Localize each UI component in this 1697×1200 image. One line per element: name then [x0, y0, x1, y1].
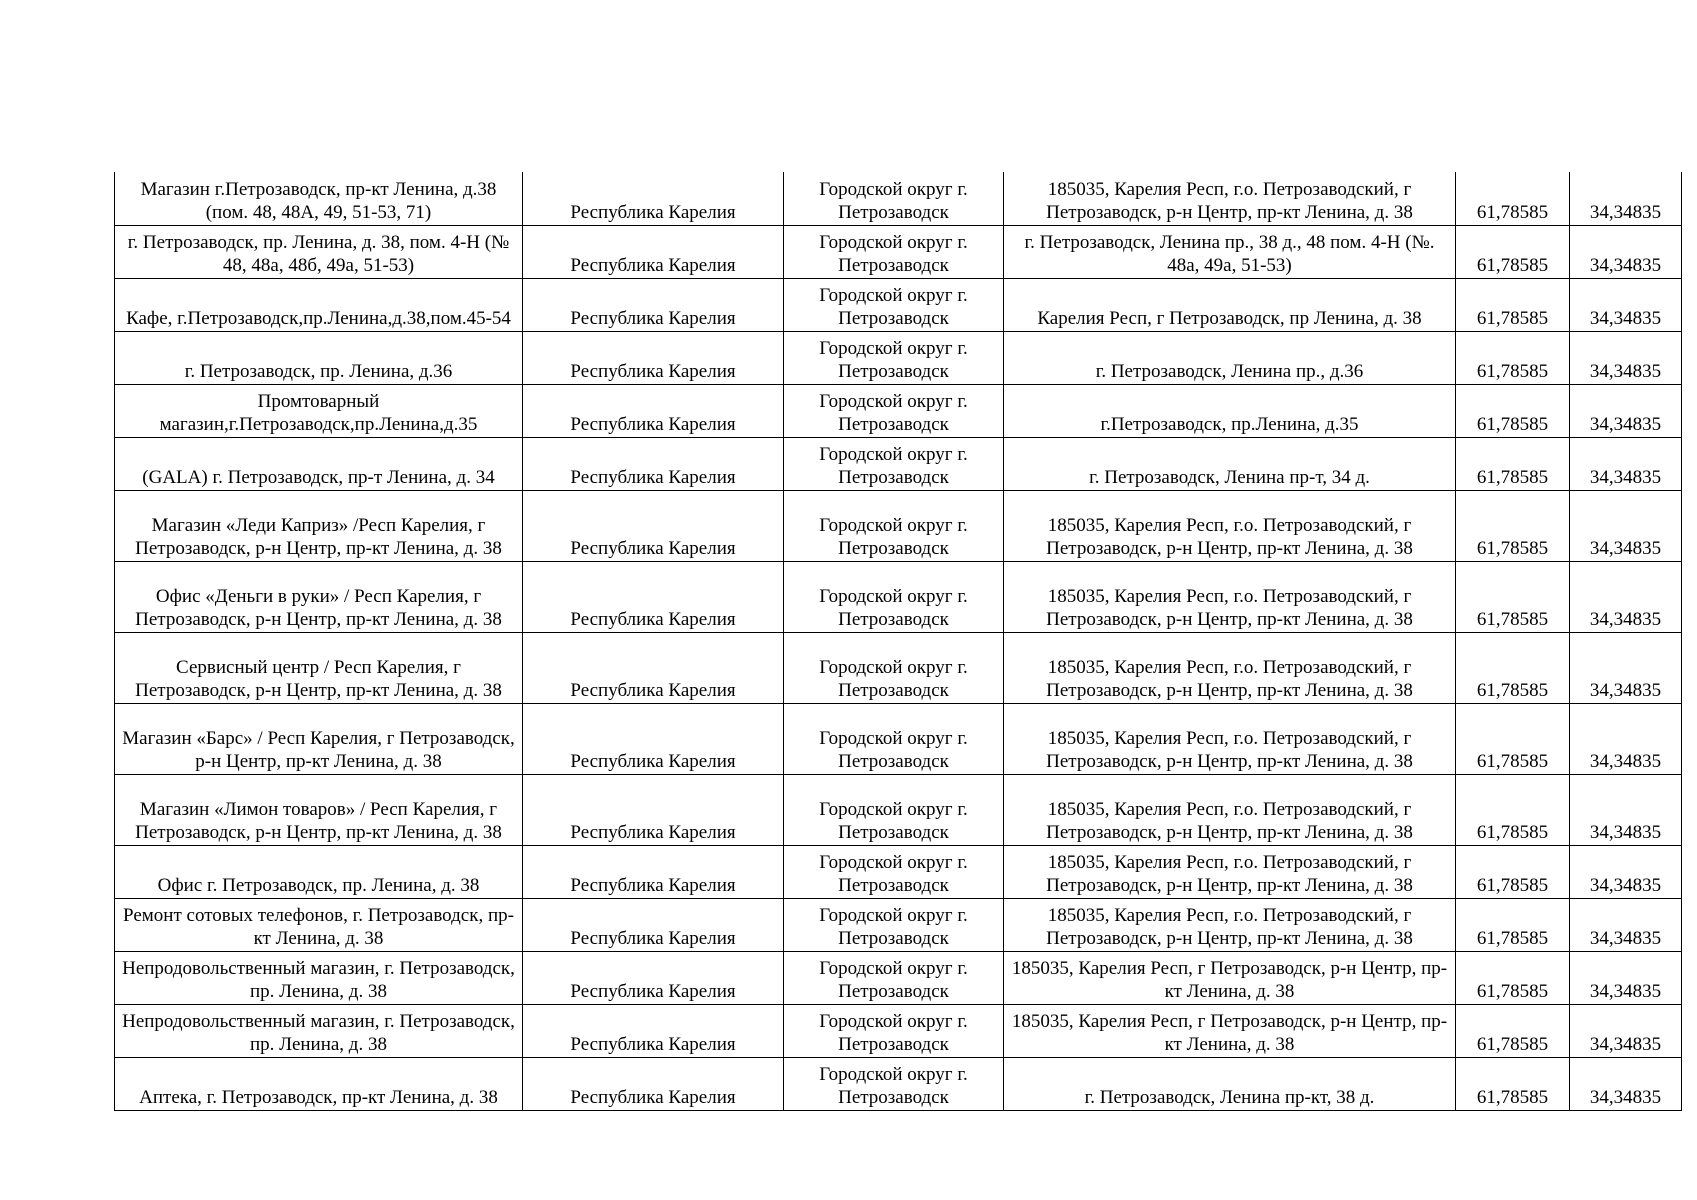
table-row — [115, 774, 1682, 845]
cell-longitude: 34,34835 — [1570, 632, 1682, 703]
cell-region: Республика Карелия — [523, 490, 784, 561]
cell-latitude: 61,78585 — [1456, 278, 1570, 331]
cell-address: 185035, Карелия Респ, г.о. Петрозаводский, г Петрозаводск, р-н Центр, пр-кт Ленина, д. 38 — [1004, 703, 1456, 774]
cell-latitude: 61,78585 — [1456, 951, 1570, 1004]
cell-address: г.Петрозаводск, пр.Ленина, д.35 — [1004, 384, 1456, 437]
cell-district: Городской округ г. Петрозаводск — [784, 1004, 1004, 1057]
cell-latitude: 61,78585 — [1456, 172, 1570, 225]
cell-name: Аптека, г. Петрозаводск, пр-кт Ленина, д. 38 — [115, 1057, 523, 1110]
table-row — [115, 951, 1682, 1004]
cell-district: Городской округ г. Петрозаводск — [784, 331, 1004, 384]
cell-address: г. Петрозаводск, Ленина пр-т, 34 д. — [1004, 437, 1456, 490]
cell-name: Непродовольственный магазин, г. Петрозаводск, пр. Ленина, д. 38 — [115, 1004, 523, 1057]
cell-longitude: 34,34835 — [1570, 845, 1682, 898]
cell-name: Ремонт сотовых телефонов, г. Петрозаводск, пр-кт Ленина, д. 38 — [115, 898, 523, 951]
cell-district: Городской округ г. Петрозаводск — [784, 951, 1004, 1004]
table-row — [115, 437, 1682, 490]
cell-latitude: 61,78585 — [1456, 703, 1570, 774]
cell-region: Республика Карелия — [523, 898, 784, 951]
cell-latitude: 61,78585 — [1456, 331, 1570, 384]
cell-district: Городской округ г. Петрозаводск — [784, 1057, 1004, 1110]
cell-latitude: 61,78585 — [1456, 490, 1570, 561]
cell-district: Городской округ г. Петрозаводск — [784, 172, 1004, 225]
cell-name: Магазин «Барс» / Респ Карелия, г Петрозаводск, р-н Центр, пр-кт Ленина, д. 38 — [115, 703, 523, 774]
cell-address: Карелия Респ, г Петрозаводск, пр Ленина, д. 38 — [1004, 278, 1456, 331]
cell-region: Республика Карелия — [523, 774, 784, 845]
cell-name: Магазин г.Петрозаводск, пр-кт Ленина, д.38 (пом. 48, 48А, 49, 51-53, 71) — [115, 172, 523, 225]
cell-name: Магазин «Лимон товаров» / Респ Карелия, г Петрозаводск, р-н Центр, пр-кт Ленина, д. 38 — [115, 774, 523, 845]
cell-district: Городской округ г. Петрозаводск — [784, 225, 1004, 278]
cell-region: Республика Карелия — [523, 1057, 784, 1110]
cell-region: Республика Карелия — [523, 845, 784, 898]
cell-address: 185035, Карелия Респ, г.о. Петрозаводский, г Петрозаводск, р-н Центр, пр-кт Ленина, д. 38 — [1004, 561, 1456, 632]
cell-latitude: 61,78585 — [1456, 774, 1570, 845]
cell-region: Республика Карелия — [523, 703, 784, 774]
cell-name: Сервисный центр / Респ Карелия, г Петрозаводск, р-н Центр, пр-кт Ленина, д. 38 — [115, 632, 523, 703]
cell-name: Офис г. Петрозаводск, пр. Ленина, д. 38 — [115, 845, 523, 898]
table-row — [115, 490, 1682, 561]
cell-region: Республика Карелия — [523, 1004, 784, 1057]
table-row — [115, 898, 1682, 951]
table-row — [115, 278, 1682, 331]
cell-latitude: 61,78585 — [1456, 561, 1570, 632]
cell-region: Республика Карелия — [523, 172, 784, 225]
cell-region: Республика Карелия — [523, 225, 784, 278]
cell-district: Городской округ г. Петрозаводск — [784, 561, 1004, 632]
cell-longitude: 34,34835 — [1570, 951, 1682, 1004]
cell-district: Городской округ г. Петрозаводск — [784, 278, 1004, 331]
cell-region: Республика Карелия — [523, 437, 784, 490]
registry-table — [114, 172, 1682, 1111]
cell-district: Городской округ г. Петрозаводск — [784, 632, 1004, 703]
cell-region: Республика Карелия — [523, 951, 784, 1004]
cell-address: 185035, Карелия Респ, г.о. Петрозаводский, г Петрозаводск, р-н Центр, пр-кт Ленина, д. 38 — [1004, 172, 1456, 225]
cell-region: Республика Карелия — [523, 561, 784, 632]
table-row — [115, 172, 1682, 225]
table-row — [115, 1057, 1682, 1110]
cell-latitude: 61,78585 — [1456, 845, 1570, 898]
table-row — [115, 632, 1682, 703]
table-row — [115, 384, 1682, 437]
cell-address: г. Петрозаводск, Ленина пр-кт, 38 д. — [1004, 1057, 1456, 1110]
cell-longitude: 34,34835 — [1570, 331, 1682, 384]
cell-longitude: 34,34835 — [1570, 278, 1682, 331]
cell-address: 185035, Карелия Респ, г.о. Петрозаводский, г Петрозаводск, р-н Центр, пр-кт Ленина, д. 38 — [1004, 845, 1456, 898]
cell-longitude: 34,34835 — [1570, 703, 1682, 774]
cell-address: 185035, Карелия Респ, г Петрозаводск, р-н Центр, пр-кт Ленина, д. 38 — [1004, 1004, 1456, 1057]
cell-address: 185035, Карелия Респ, г.о. Петрозаводский, г Петрозаводск, р-н Центр, пр-кт Ленина, д. 38 — [1004, 632, 1456, 703]
cell-name: г. Петрозаводск, пр. Ленина, д.36 — [115, 331, 523, 384]
cell-longitude: 34,34835 — [1570, 1057, 1682, 1110]
cell-name: г. Петрозаводск, пр. Ленина, д. 38, пом. 4-Н (№ 48, 48а, 48б, 49а, 51-53) — [115, 225, 523, 278]
cell-district: Городской округ г. Петрозаводск — [784, 898, 1004, 951]
cell-name: (GALA) г. Петрозаводск, пр-т Ленина, д. 34 — [115, 437, 523, 490]
cell-address: 185035, Карелия Респ, г.о. Петрозаводский, г Петрозаводск, р-н Центр, пр-кт Ленина, д. 38 — [1004, 898, 1456, 951]
cell-longitude: 34,34835 — [1570, 898, 1682, 951]
cell-longitude: 34,34835 — [1570, 172, 1682, 225]
cell-region: Республика Карелия — [523, 331, 784, 384]
cell-longitude: 34,34835 — [1570, 1004, 1682, 1057]
cell-district: Городской округ г. Петрозаводск — [784, 490, 1004, 561]
cell-address: г. Петрозаводск, Ленина пр., 38 д., 48 пом. 4-Н (№. 48а, 49а, 51-53) — [1004, 225, 1456, 278]
cell-latitude: 61,78585 — [1456, 632, 1570, 703]
cell-district: Городской округ г. Петрозаводск — [784, 845, 1004, 898]
cell-latitude: 61,78585 — [1456, 225, 1570, 278]
cell-name: Офис «Деньги в руки» / Респ Карелия, г Петрозаводск, р-н Центр, пр-кт Ленина, д. 38 — [115, 561, 523, 632]
cell-latitude: 61,78585 — [1456, 384, 1570, 437]
cell-longitude: 34,34835 — [1570, 437, 1682, 490]
table-row — [115, 1004, 1682, 1057]
table-row — [115, 703, 1682, 774]
cell-latitude: 61,78585 — [1456, 898, 1570, 951]
cell-longitude: 34,34835 — [1570, 490, 1682, 561]
cell-address: г. Петрозаводск, Ленина пр., д.36 — [1004, 331, 1456, 384]
table-row — [115, 845, 1682, 898]
cell-district: Городской округ г. Петрозаводск — [784, 384, 1004, 437]
cell-district: Городской округ г. Петрозаводск — [784, 774, 1004, 845]
cell-region: Республика Карелия — [523, 278, 784, 331]
cell-latitude: 61,78585 — [1456, 1004, 1570, 1057]
cell-address: 185035, Карелия Респ, г Петрозаводск, р-н Центр, пр-кт Ленина, д. 38 — [1004, 951, 1456, 1004]
cell-district: Городской округ г. Петрозаводск — [784, 437, 1004, 490]
table-row — [115, 331, 1682, 384]
table-row — [115, 225, 1682, 278]
cell-name: Магазин «Леди Каприз» /Респ Карелия, г Петрозаводск, р-н Центр, пр-кт Ленина, д. 38 — [115, 490, 523, 561]
table-row — [115, 561, 1682, 632]
cell-region: Республика Карелия — [523, 632, 784, 703]
cell-address: 185035, Карелия Респ, г.о. Петрозаводский, г Петрозаводск, р-н Центр, пр-кт Ленина, д. 38 — [1004, 774, 1456, 845]
cell-district: Городской округ г. Петрозаводск — [784, 703, 1004, 774]
cell-region: Республика Карелия — [523, 384, 784, 437]
cell-latitude: 61,78585 — [1456, 437, 1570, 490]
cell-name: Непродовольственный магазин, г. Петрозаводск, пр. Ленина, д. 38 — [115, 951, 523, 1004]
cell-longitude: 34,34835 — [1570, 561, 1682, 632]
cell-longitude: 34,34835 — [1570, 774, 1682, 845]
cell-longitude: 34,34835 — [1570, 225, 1682, 278]
cell-name: Промтоварный магазин,г.Петрозаводск,пр.Ленина,д.35 — [115, 384, 523, 437]
cell-address: 185035, Карелия Респ, г.о. Петрозаводский, г Петрозаводск, р-н Центр, пр-кт Ленина, д. 38 — [1004, 490, 1456, 561]
cell-longitude: 34,34835 — [1570, 384, 1682, 437]
cell-latitude: 61,78585 — [1456, 1057, 1570, 1110]
cell-name: Кафе, г.Петрозаводск,пр.Ленина,д.38,пом.45-54 — [115, 278, 523, 331]
